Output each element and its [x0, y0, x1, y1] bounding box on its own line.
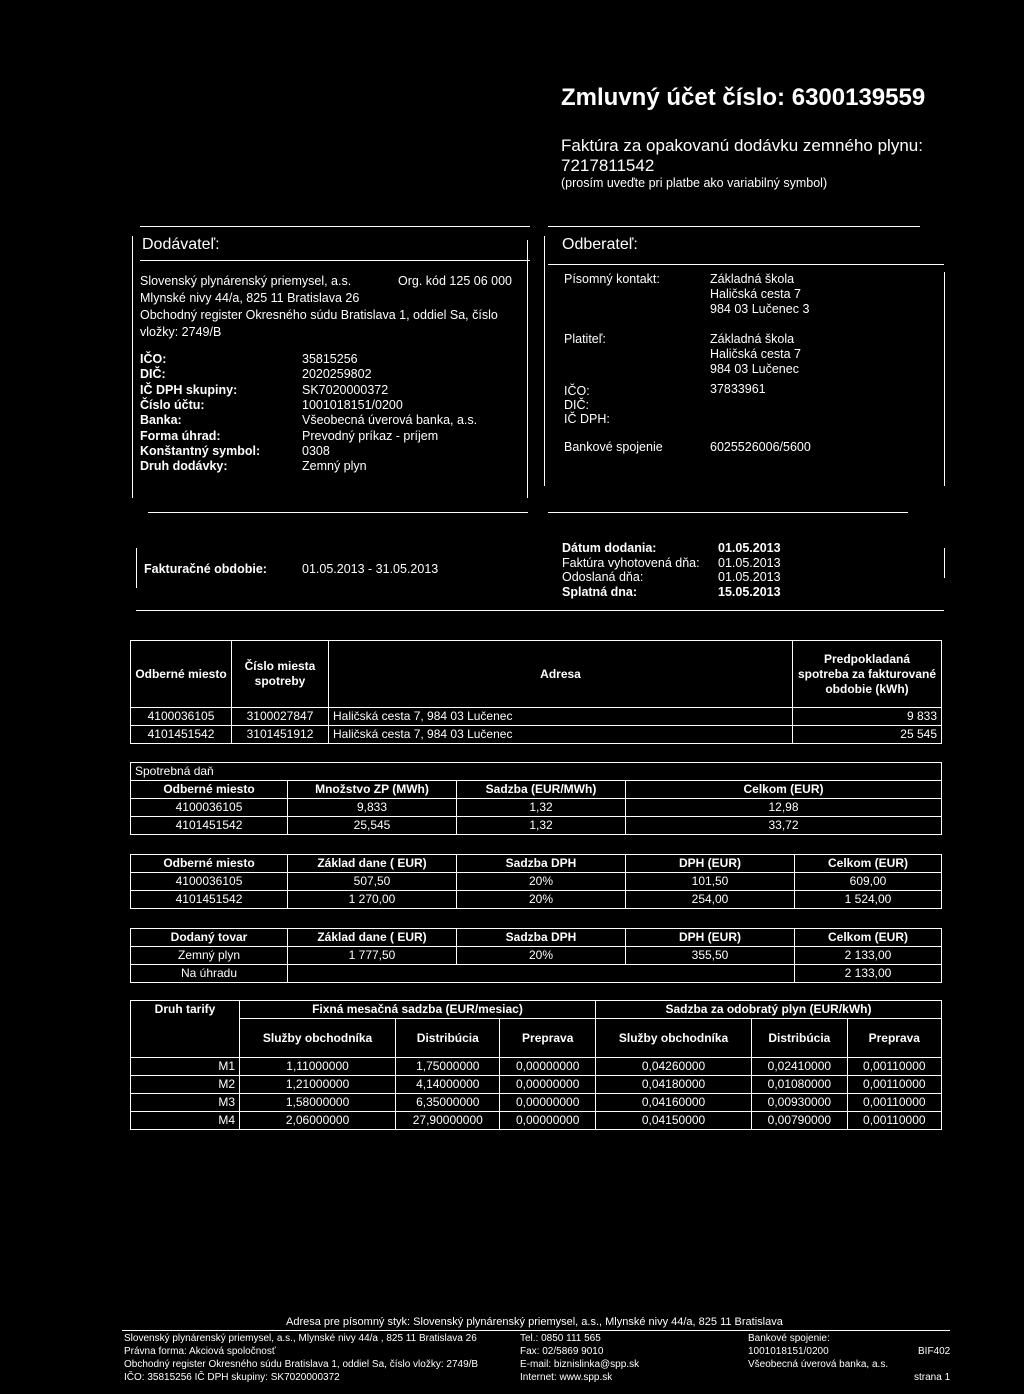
supplier-register: Obchodný register Okresného súdu Bratislava 1, oddiel Sa, číslo	[140, 308, 498, 322]
customer-dic-label: DIČ:	[564, 398, 589, 412]
supplier-left-line	[132, 236, 133, 498]
tariff-header: Druh tarify	[131, 1001, 240, 1058]
period-bottom-line	[136, 610, 944, 611]
vat-header: Celkom (EUR)	[795, 855, 942, 873]
supplier-register-2: vložky: 2749/B	[140, 325, 222, 339]
footer-line	[122, 1330, 950, 1331]
date-value: 01.05.2013	[718, 541, 781, 555]
supplier-field-value: SK7020000372	[302, 382, 389, 397]
supplier-field-label: IČ DPH skupiny:	[140, 382, 238, 397]
goods-header: DPH (EUR)	[626, 929, 795, 947]
table-row: M4 2,06000000 27,90000000 0,00000000 0,04150000 0,00790000 0,00110000	[131, 1112, 942, 1130]
points-table	[130, 640, 942, 744]
total-value: 2 133,00	[795, 965, 942, 983]
footer-company: Slovenský plynárenský priemysel, a.s., Mlynské nivy 44/a , 825 11 Bratislava 26 Právna forma: Akciová spoločnosť Obchodný register Okresného súdu Bratislava 1, oddiel Sa, číslo vložky: 2749/B IČO: 35815256 IČ DPH skupiny: SK7020000372	[124, 1333, 479, 1383]
date-value: 01.05.2013	[718, 570, 781, 584]
payer-address: Základná škola Haličská cesta 7 984 03 Lučenec	[710, 332, 802, 376]
form-code: BIF402	[918, 1346, 951, 1357]
table-row: M1 1,11000000 1,75000000 0,00000000 0,04260000 0,02410000 0,00110000	[131, 1058, 942, 1076]
date-label: Dátum dodania:	[562, 541, 657, 555]
total-row	[131, 965, 942, 983]
invoice-subtitle: Faktúra za opakovanú dodávku zemného plynu: 7217811542	[561, 136, 923, 175]
supplier-field-label: DIČ:	[140, 367, 166, 382]
supplier-right-line	[527, 240, 528, 498]
excise-table	[130, 762, 942, 835]
footer-contacts: Tel.: 0850 111 565 Fax: 02/5869 9010 E-mail: biznislinka@spp.sk Internet: www.spp.sk	[520, 1333, 640, 1383]
table-row: 4100036105 507,50 20% 101,50 609,00	[131, 873, 942, 891]
vat-header: Základ dane ( EUR)	[288, 855, 457, 873]
table-row: 4101451542 25,545 1,32 33,72	[131, 817, 942, 835]
supplier-field-value: Prevodný príkaz - príjem	[302, 428, 439, 443]
bank-value: 6025526006/5600	[710, 440, 811, 454]
goods-header: Sadzba DPH	[457, 929, 626, 947]
footer-address: Adresa pre písomný styk: Slovenský plynárenský priemysel, a.s., Mlynské nivy 44/a, 825 11 Bratislava	[286, 1316, 783, 1328]
period-right-line	[944, 548, 945, 578]
supplier-field-value: Zemný plyn	[302, 459, 367, 474]
excise-header: Množstvo ZP (MWh)	[288, 781, 457, 799]
tariff-subheader: Preprava	[847, 1019, 941, 1058]
customer-left-line	[544, 236, 545, 486]
vat-table	[130, 854, 942, 909]
table-row: Zemný plyn 1 777,50 20% 355,50 2 133,00	[131, 947, 942, 965]
table-row: 4100036105 3100027847 Haličská cesta 7, 984 03 Lučenec 9 833	[131, 708, 942, 726]
date-value: 15.05.2013	[718, 584, 781, 599]
points-header: Adresa	[329, 641, 793, 708]
period-value: 01.05.2013 - 31.05.2013	[302, 562, 439, 576]
points-header: Predpokladaná spotreba za fakturované obdobie (kWh)	[793, 641, 942, 708]
account-title: Zmluvný účet číslo: 6300139559	[561, 84, 926, 111]
table-row: M3 1,58000000 6,35000000 0,00000000 0,04160000 0,00930000 0,00110000	[131, 1094, 942, 1112]
period-top-line	[148, 512, 528, 513]
table-row: 4100036105 9,833 1,32 12,98	[131, 799, 942, 817]
supplier-field-label: IČO:	[140, 352, 167, 366]
supplier-top-line	[140, 226, 530, 227]
excise-header: Sadzba (EUR/MWh)	[457, 781, 626, 799]
bank-label: Bankové spojenie	[564, 440, 663, 454]
date-label: Odoslaná dňa:	[562, 570, 644, 584]
tariff-subheader: Preprava	[500, 1019, 596, 1058]
footer-bank: Bankové spojenie: 1001018151/0200 Všeobecná úverová banka, a.s.	[748, 1333, 889, 1370]
period-top-line-2	[548, 512, 908, 513]
goods-table	[130, 928, 942, 983]
variable-symbol-note: (prosím uveďte pri platbe ako variabilný symbol)	[561, 176, 828, 190]
supplier-head-line	[140, 260, 530, 261]
supplier-name: Slovenský plynárenský priemysel, a.s.	[140, 274, 352, 288]
tariff-table	[130, 1000, 942, 1130]
customer-ico-label: IČO:	[564, 384, 590, 398]
tariff-subheader: Distribúcia	[396, 1019, 500, 1058]
supplier-field-value: 1001018151/0200	[302, 397, 403, 412]
total-label: Na úhradu	[131, 965, 288, 983]
excise-title: Spotrebná daň	[131, 763, 942, 781]
date-label: Faktúra vyhotovená dňa:	[562, 555, 700, 570]
vat-header: Sadzba DPH	[457, 855, 626, 873]
goods-header: Celkom (EUR)	[795, 929, 942, 947]
vat-header: Odberné miesto	[131, 855, 288, 873]
table-row: 4101451542 3101451912 Haličská cesta 7, 984 03 Lučenec 25 545	[131, 726, 942, 744]
customer-right-line	[944, 272, 945, 486]
customer-icdph-label: IČ DPH:	[564, 412, 610, 426]
contact-address: Základná škola Haličská cesta 7 984 03 Lučenec 3	[710, 272, 810, 316]
excise-header: Celkom (EUR)	[626, 781, 942, 799]
tariff-subheader: Služby obchodníka	[595, 1019, 751, 1058]
date-label: Splatná dna:	[562, 584, 638, 599]
table-row: M2 1,21000000 4,14000000 0,00000000 0,04180000 0,01080000 0,00110000	[131, 1076, 942, 1094]
supplier-org-code: Org. kód 125 06 000	[398, 274, 512, 288]
page-number: strana 1	[914, 1372, 951, 1383]
period-label: Fakturačné obdobie:	[144, 562, 267, 576]
customer-heading: Odberateľ:	[562, 236, 638, 253]
tariff-header: Fixná mesačná sadzba (EUR/mesiac)	[240, 1001, 596, 1019]
supplier-field-value: 2020259802	[302, 367, 372, 382]
tariff-subheader: Distribúcia	[752, 1019, 848, 1058]
goods-header: Základ dane ( EUR)	[288, 929, 457, 947]
customer-head-line	[548, 264, 944, 265]
tariff-subheader: Služby obchodníka	[240, 1019, 396, 1058]
date-value: 01.05.2013	[718, 555, 781, 570]
goods-header: Dodaný tovar	[131, 929, 288, 947]
supplier-address: Mlynské nivy 44/a, 825 11 Bratislava 26	[140, 291, 360, 305]
vat-header: DPH (EUR)	[626, 855, 795, 873]
contact-label: Písomný kontakt:	[564, 272, 660, 286]
supplier-field-label: Konštantný symbol:	[140, 443, 261, 458]
supplier-field-label: Číslo účtu:	[140, 397, 205, 412]
supplier-field-value: Všeobecná úverová banka, a.s.	[302, 413, 478, 428]
period-left-line	[136, 548, 137, 588]
supplier-heading: Dodávateľ:	[142, 236, 220, 253]
table-row: 4101451542 1 270,00 20% 254,00 1 524,00	[131, 891, 942, 909]
customer-ico-value: 37833961	[710, 382, 766, 396]
excise-header: Odberné miesto	[131, 781, 288, 799]
supplier-field-value: 35815256	[302, 352, 358, 366]
customer-top-line	[548, 226, 920, 227]
supplier-field-label: Banka:	[140, 413, 182, 428]
supplier-field-label: Druh dodávky:	[140, 459, 228, 474]
points-header: Odberné miesto	[131, 641, 232, 708]
supplier-field-value: 0308	[302, 443, 330, 458]
tariff-header: Sadzba za odobratý plyn (EUR/kWh)	[595, 1001, 941, 1019]
points-header: Číslo miesta spotreby	[232, 641, 329, 708]
supplier-field-label: Forma úhrad:	[140, 428, 221, 443]
payer-label: Platiteľ:	[564, 332, 606, 346]
